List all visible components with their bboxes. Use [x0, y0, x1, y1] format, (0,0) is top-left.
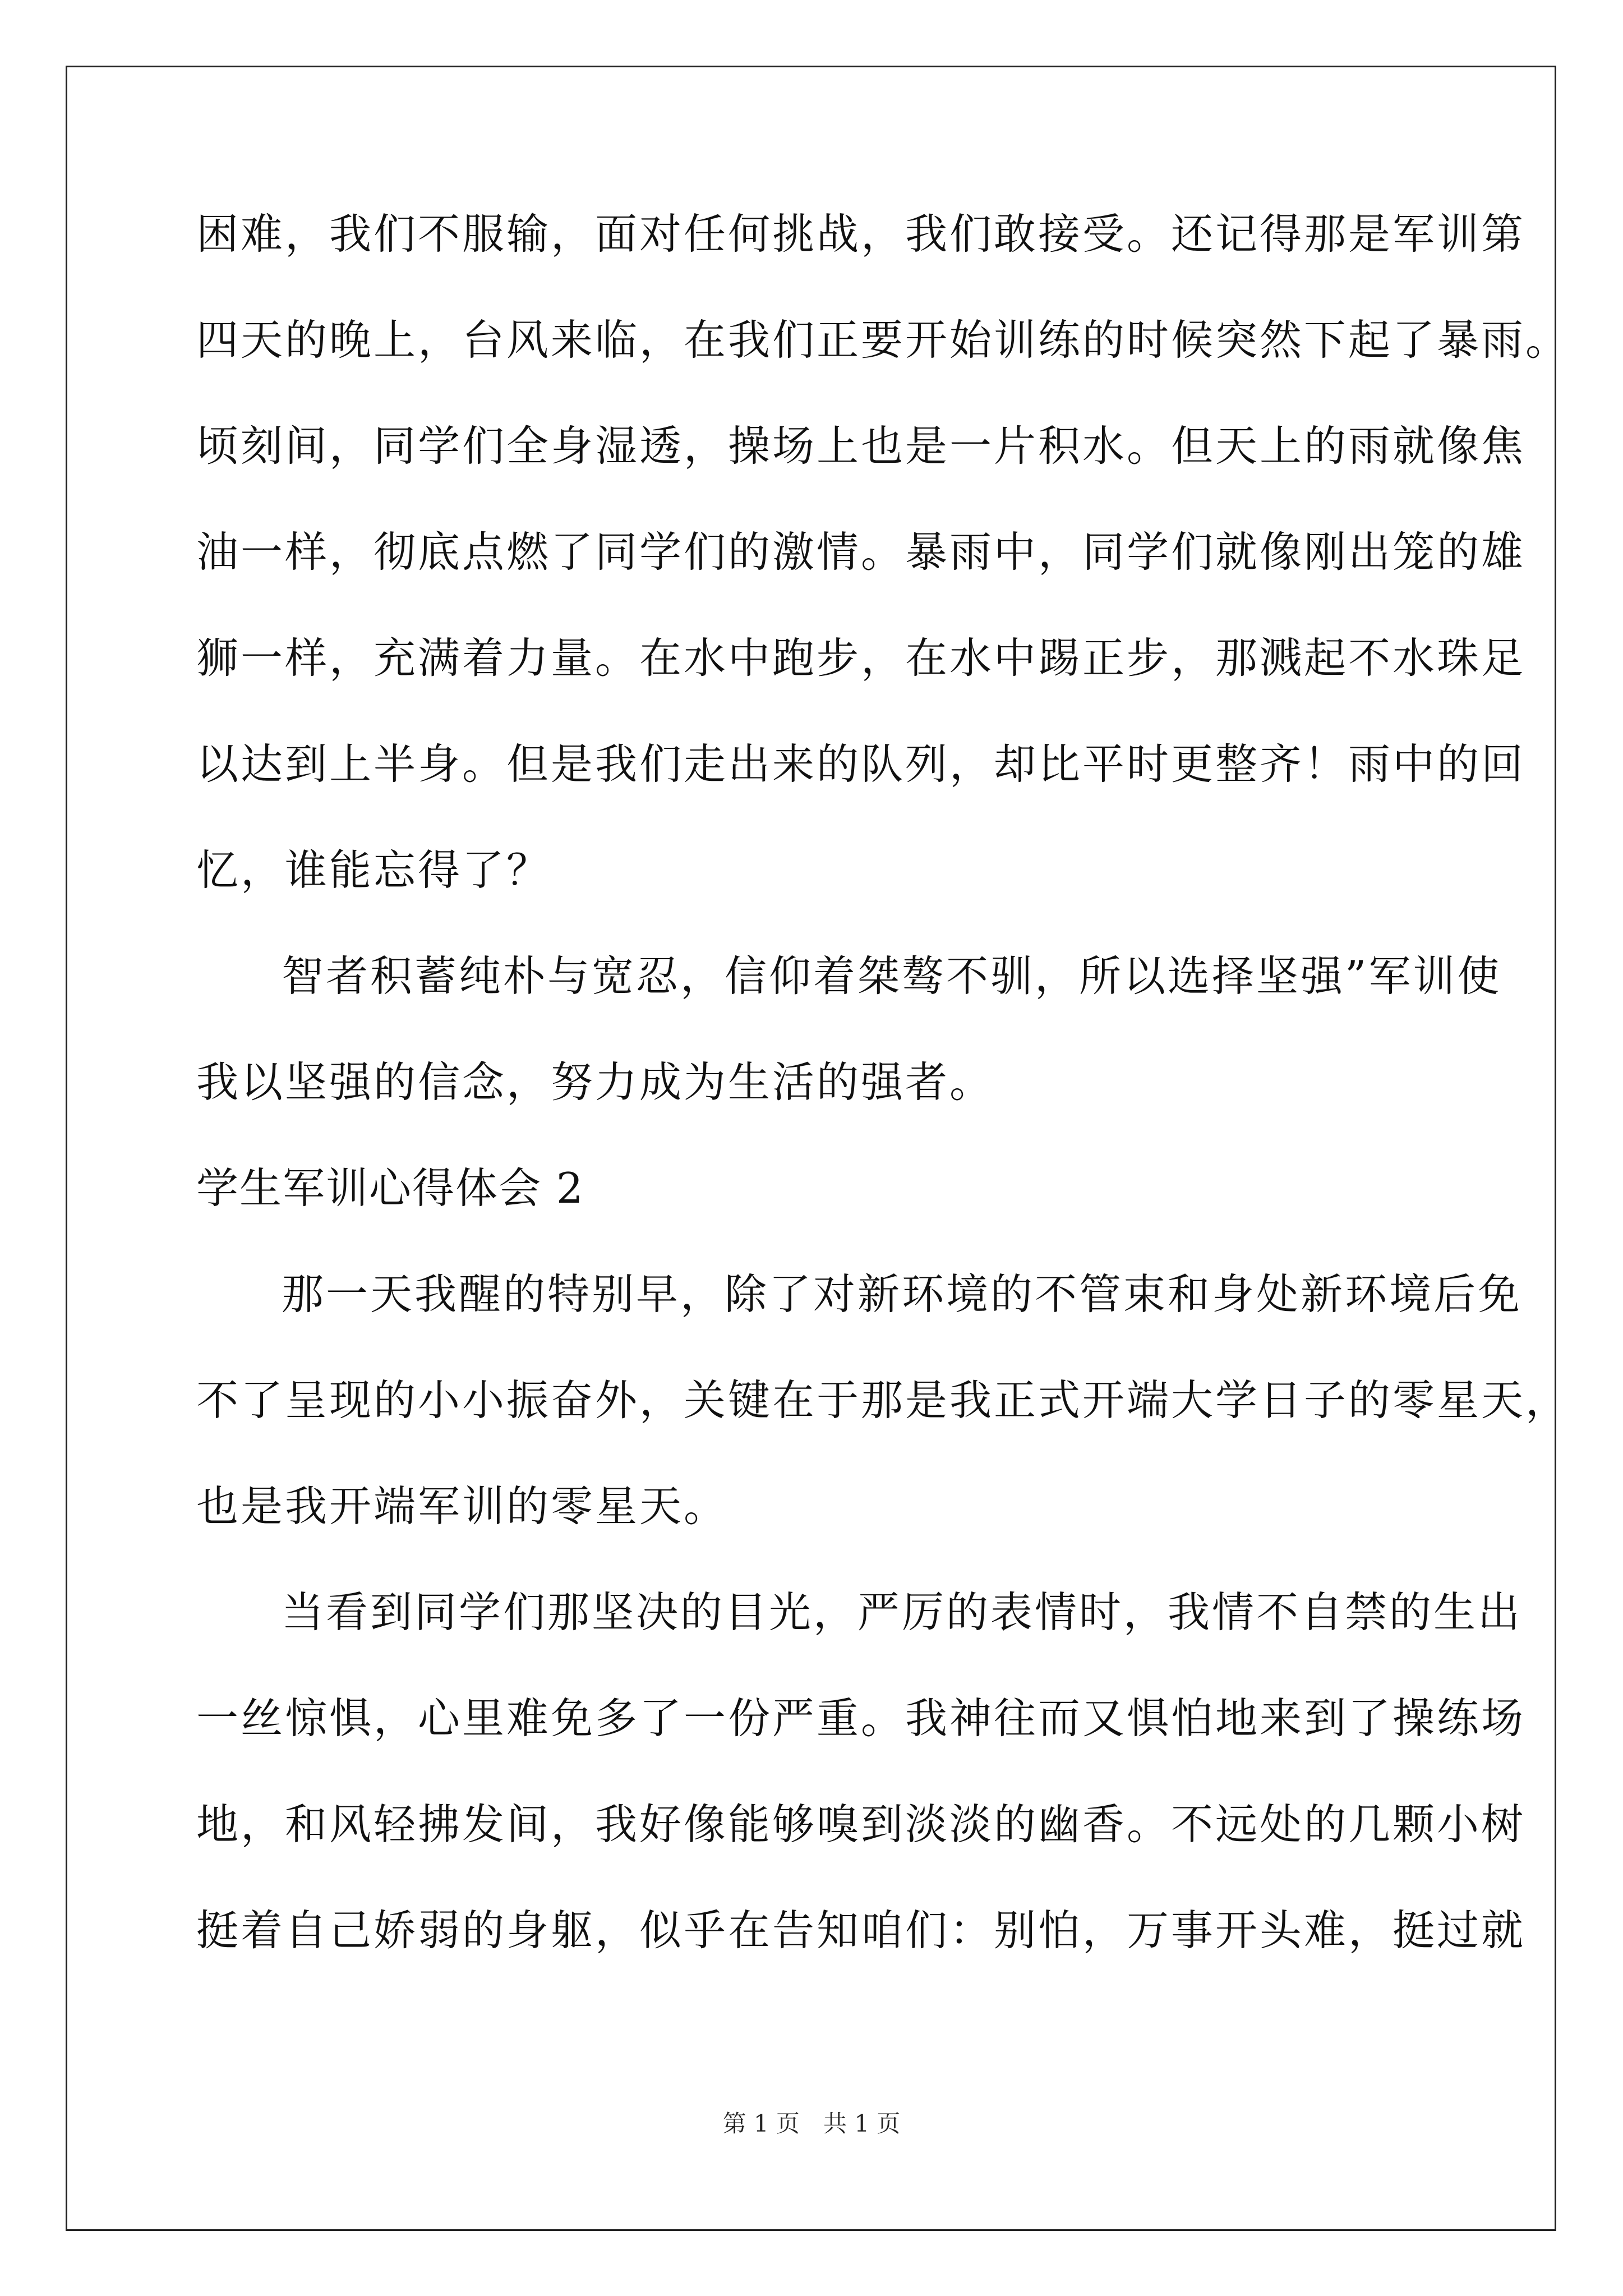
document-body	[196, 209, 1570, 2016]
page-number: 第 1 页 共 1 页	[722, 2110, 901, 2137]
body-line: 挺着自己娇弱的身躯，似乎在告知咱们：别怕，万事开头难，挺过就	[196, 1906, 1526, 1955]
body-line: 忆，谁能忘得了？	[196, 845, 551, 895]
body-line: 顷刻间，同学们全身湿透，操场上也是一片积水。但天上的雨就像焦	[196, 421, 1526, 471]
body-line: 智者积蓄纯朴与宽忍，信仰着桀骜不驯，所以选择坚强”军训使	[282, 951, 1502, 1001]
body-line: 那一天我醒的特别早，除了对新环境的不管束和身处新环境后免	[282, 1269, 1523, 1319]
body-line: 我以坚强的信念，努力成为生活的强者。	[196, 1057, 994, 1107]
body-line: 一丝惊惧，心里难免多了一份严重。我神往而又惧怕地来到了操练场	[196, 1694, 1526, 1743]
body-line: 四天的晚上，台风来临，在我们正要开始训练的时候突然下起了暴雨。	[196, 315, 1570, 365]
section-heading: 学生军训心得体会 2	[196, 1163, 584, 1213]
body-line: 油一样，彻底点燃了同学们的激情。暴雨中，同学们就像刚出笼的雄	[196, 527, 1526, 577]
body-line: 当看到同学们那坚决的目光，严厉的表情时，我情不自禁的生出	[282, 1588, 1523, 1637]
body-line: 狮一样，充满着力量。在水中跑步，在水中踢正步，那溅起不水珠足	[196, 633, 1526, 683]
body-line: 也是我开端军训的零星天。	[196, 1481, 728, 1531]
body-line: 以达到上半身。但是我们走出来的队列，却比平时更整齐！雨中的回	[196, 739, 1526, 789]
body-line: 困难，我们不服输，面对任何挑战，我们敢接受。还记得那是军训第	[196, 209, 1526, 259]
body-line: 地，和风轻拂发间，我好像能够嗅到淡淡的幽香。不远处的几颗小树	[196, 1800, 1526, 1849]
body-line: 不了呈现的小小振奋外，关键在于那是我正式开端大学日子的零星天，	[196, 1375, 1570, 1425]
